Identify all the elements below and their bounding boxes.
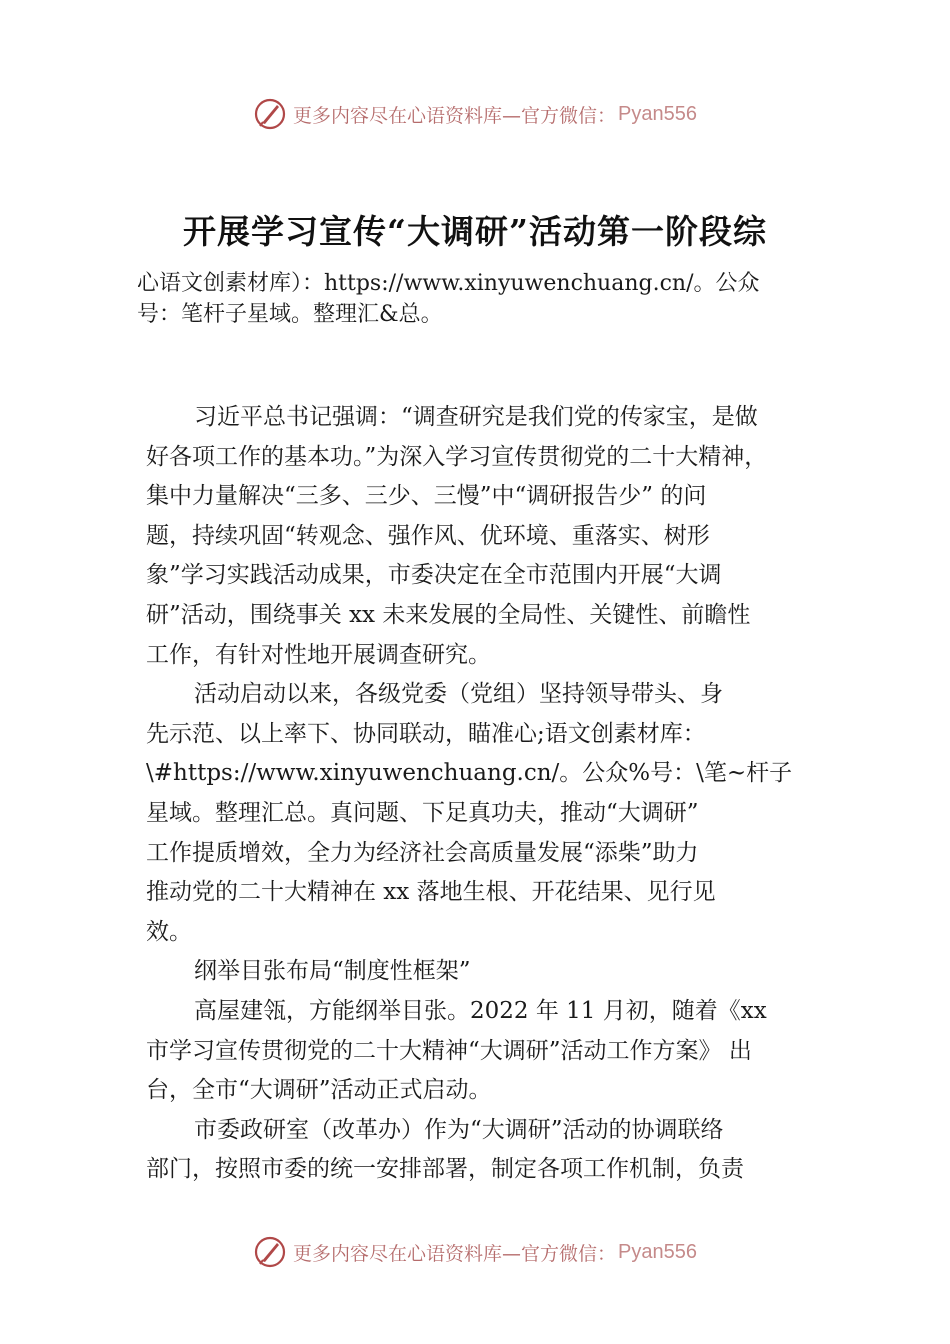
- body-line: 工作，有针对性地开展调查研究。: [146, 641, 491, 668]
- quill-pen-circle-icon: [253, 1235, 287, 1269]
- body-line: 象”学习实践活动成果，市委决定在全市范围内开展“大调: [146, 562, 722, 589]
- body-line: 工作提质增效，全力为经济社会高质量发展“添柴”助力: [146, 839, 699, 866]
- quill-pen-circle-icon: [253, 97, 287, 131]
- banner-text: 更多内容尽在心语资料库—官方微信：: [293, 1242, 617, 1265]
- body-line: \#https://www.xinyuwenchuang.cn/。公众%号：\笔~杆子: [146, 760, 793, 787]
- section-heading: 纲举目张布局“制度性框架”: [194, 958, 471, 985]
- banner-wechat-id: Pyan556: [618, 1240, 697, 1263]
- body-line: 市学习宣传贯彻党的二十大精神“大调研”活动工作方案》 出: [146, 1037, 752, 1064]
- body-line: 研”活动，围绕事关 xx 未来发展的全局性、关键性、前瞻性: [146, 601, 751, 628]
- body-line: 市委政研室（改革办）作为“大调研”活动的协调联络: [194, 1116, 724, 1143]
- banner-text: 更多内容尽在心语资料库—官方微信：: [293, 104, 617, 127]
- body-line: 星域。整理汇总。真问题、下足真功夫，推动“大调研”: [146, 799, 699, 826]
- body-line: 题，持续巩固“转观念、强作风、优环境、重落实、树形: [146, 522, 710, 549]
- header-banner: [0, 94, 950, 134]
- body-line: 推动党的二十大精神在 xx 落地生根、开花结果、见行见: [146, 879, 716, 906]
- document-title: 开展学习宣传“大调研”活动第一阶段综: [183, 212, 767, 251]
- body-line: 台，全市“大调研”活动正式启动。: [146, 1077, 492, 1104]
- intro-line: 心语文创素材库）：https://www.xinyuwenchuang.cn/。公众: [137, 271, 760, 296]
- body-line: 习近平总书记强调：“调查研究是我们党的传家宝，是做: [194, 404, 758, 430]
- body-line: 高屋建瓴，方能纲举目张。2022 年 11 月初，随着《xx: [194, 997, 767, 1024]
- body-line: 效。: [146, 918, 192, 945]
- body-line: 集中力量解决“三多、三少、三慢”中“调研报告少” 的问: [146, 483, 707, 510]
- intro-block: [137, 268, 837, 330]
- body-line: 活动启动以来，各级党委（党组）坚持领导带头、身: [194, 681, 723, 708]
- body-line: 部门，按照市委的统一安排部署，制定各项工作机制，负责: [146, 1156, 744, 1183]
- footer-banner: [0, 1232, 950, 1272]
- document-body: [146, 398, 846, 1190]
- body-line: 好各项工作的基本功。”为深入学习宣传贯彻党的二十大精神，: [146, 443, 768, 470]
- body-line: 先示范、以上率下、协同联动，瞄准心;语文创素材库：: [146, 720, 706, 747]
- intro-line: 号：笔杆子星域。整理汇&总。: [137, 302, 443, 327]
- banner-wechat-id: Pyan556: [618, 102, 697, 125]
